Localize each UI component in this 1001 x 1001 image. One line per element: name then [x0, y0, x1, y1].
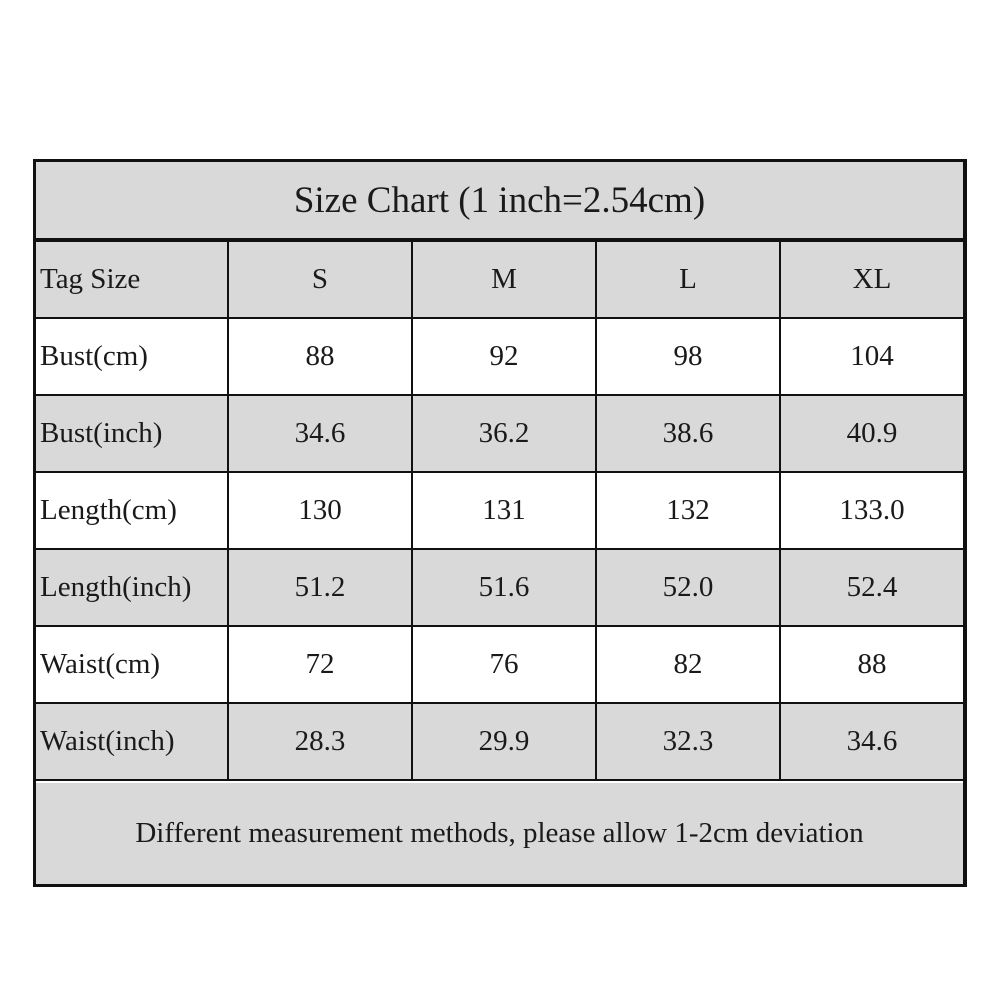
- table-cell: 92: [412, 318, 596, 395]
- row-label: Length(cm): [36, 472, 228, 549]
- deviation-note: Different measurement methods, please allow 1-2cm deviation: [36, 783, 963, 884]
- table-cell: 32.3: [596, 703, 780, 780]
- table-cell: 34.6: [228, 395, 412, 472]
- table-cell: 52.0: [596, 549, 780, 626]
- size-header-xl: XL: [780, 241, 963, 318]
- table-row: [36, 703, 963, 780]
- table-cell: 76: [412, 626, 596, 703]
- chart-title: Size Chart (1 inch=2.54cm): [36, 162, 963, 240]
- table-cell: 132: [596, 472, 780, 549]
- table-row: [36, 472, 963, 549]
- table-row: [36, 318, 963, 395]
- table-cell: 104: [780, 318, 963, 395]
- table-cell: 72: [228, 626, 412, 703]
- table-cell: 130: [228, 472, 412, 549]
- table-header-row: [36, 241, 963, 318]
- header-label: Tag Size: [36, 241, 228, 318]
- size-table: [36, 240, 963, 781]
- size-header-m: M: [412, 241, 596, 318]
- row-label: Bust(cm): [36, 318, 228, 395]
- table-cell: 51.6: [412, 549, 596, 626]
- table-cell: 36.2: [412, 395, 596, 472]
- table-cell: 28.3: [228, 703, 412, 780]
- table-cell: 133.0: [780, 472, 963, 549]
- row-label: Waist(inch): [36, 703, 228, 780]
- table-cell: 29.9: [412, 703, 596, 780]
- table-cell: 51.2: [228, 549, 412, 626]
- row-label: Bust(inch): [36, 395, 228, 472]
- table-row: [36, 626, 963, 703]
- row-label: Waist(cm): [36, 626, 228, 703]
- size-header-l: L: [596, 241, 780, 318]
- table-cell: 38.6: [596, 395, 780, 472]
- size-header-s: S: [228, 241, 412, 318]
- table-cell: 34.6: [780, 703, 963, 780]
- table-cell: 98: [596, 318, 780, 395]
- table-row: [36, 395, 963, 472]
- table-cell: 52.4: [780, 549, 963, 626]
- size-chart: [33, 159, 967, 887]
- row-label: Length(inch): [36, 549, 228, 626]
- table-cell: 82: [596, 626, 780, 703]
- table-cell: 40.9: [780, 395, 963, 472]
- table-cell: 88: [780, 626, 963, 703]
- table-cell: 131: [412, 472, 596, 549]
- table-row: [36, 549, 963, 626]
- table-cell: 88: [228, 318, 412, 395]
